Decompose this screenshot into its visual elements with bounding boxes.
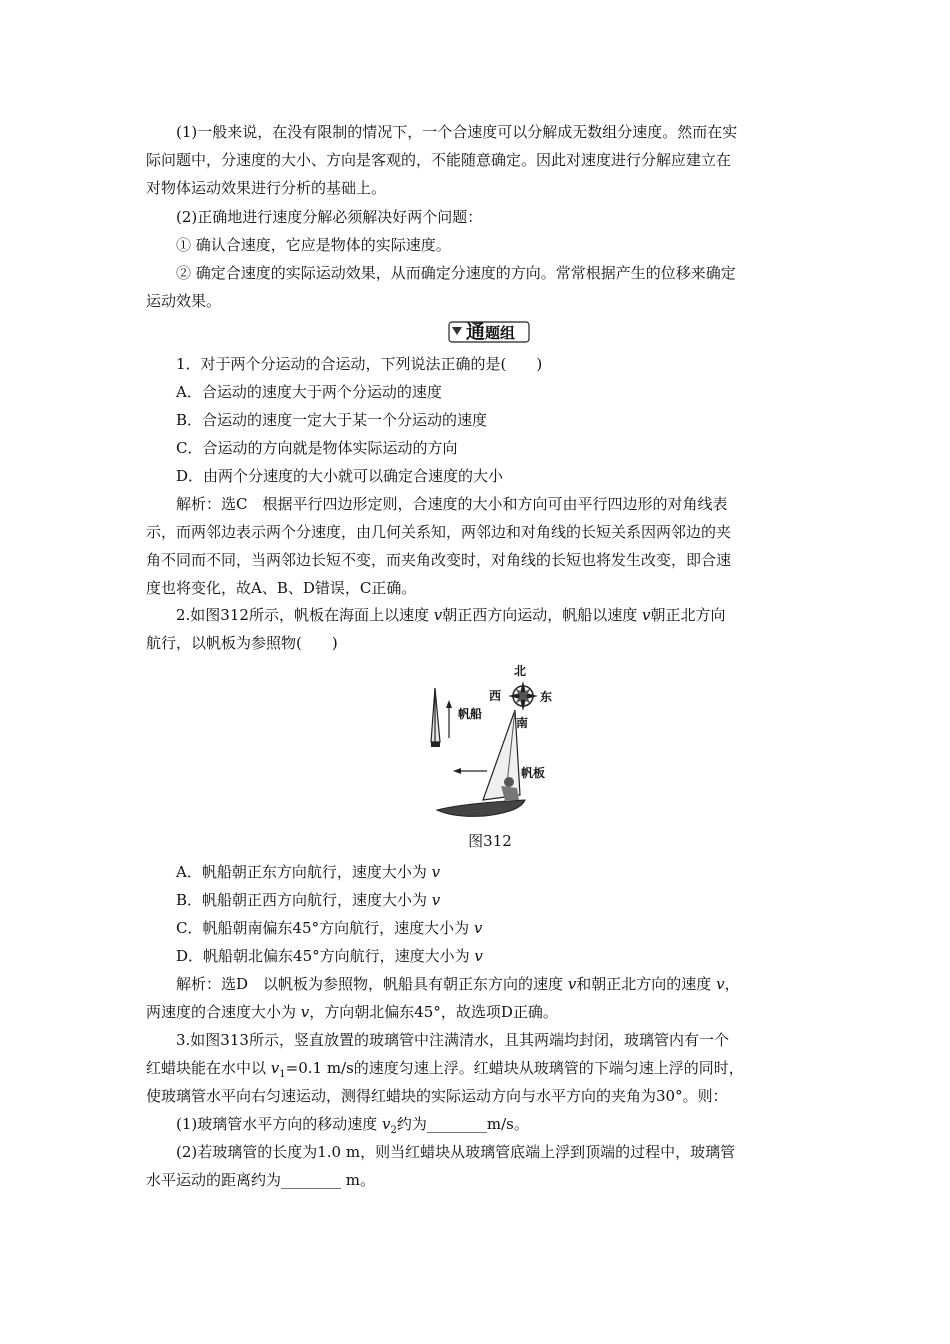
q1-option-a: A．合运动的速度大于两个分运动的速度 xyxy=(176,383,442,401)
q2-answer-text-b: 和朝正北方向的速度 xyxy=(576,975,717,993)
q2-option-a xyxy=(176,858,440,886)
q3-sub1-text-a: (1)玻璃管水平方向的移动速度 xyxy=(176,1115,383,1133)
compass-icon xyxy=(508,681,538,711)
q2-answer-v2: v xyxy=(716,975,725,993)
q1-option-c: C．合运动的方向就是物体实际运动的方向 xyxy=(176,439,458,457)
figure-caption: 图312 xyxy=(468,832,512,850)
q2-option-c xyxy=(176,914,482,942)
q2-option-b-text: B．帆船朝正西方向航行，速度大小为 xyxy=(176,891,432,909)
q3-line2-text-a: 红蜡块能在水中以 xyxy=(146,1059,271,1077)
label-west: 西 xyxy=(489,689,502,703)
q2-answer-line2 xyxy=(146,998,806,1026)
badge-big-char: 通 xyxy=(466,321,486,343)
q2-option-c-v: v xyxy=(473,919,483,937)
q2-stem-text-c: 朝正北方向 xyxy=(650,606,726,624)
intro-para1-line2: 际问题中，分速度的大小、方向是客观的，不能随意确定。因此对速度进行分解应建立在 xyxy=(146,151,732,169)
q1-answer-line3: 角不同而不同，当两邻边长短不变，而夹角改变时，对角线的长短也将发生改变，即合速 xyxy=(146,551,732,569)
intro-para2: (2)正确地进行速度分解必须解决好两个问题： xyxy=(176,208,483,226)
q2-stem-line2: 航行，以帆板为参照物( ) xyxy=(146,634,338,652)
q3-line1: 3.如图313所示，竖直放置的玻璃管中注满清水，且其两端均封闭，玻璃管内有一个 xyxy=(176,1031,729,1049)
q2-stem-text-a: 2.如图312所示，帆板在海面上以速度 xyxy=(176,606,434,624)
q2-stem-line1 xyxy=(176,601,725,629)
q2-answer-v3: v xyxy=(300,1003,310,1021)
q3-sub2-line2: 水平运动的距离约为________ m。 xyxy=(146,1171,375,1189)
q3-v2: v xyxy=(382,1115,391,1133)
label-south: 南 xyxy=(516,716,529,730)
q2-answer-text-c: 两速度的合速度大小为 xyxy=(146,1003,301,1021)
q1-answer-line2: 示，而两邻边表示两个分速度，由几何关系知，两邻边和对角线的长短关系因两邻边的夹 xyxy=(146,523,732,541)
badge-rest: 题组 xyxy=(485,324,516,342)
q2-v1: v xyxy=(433,606,443,624)
q2-answer-line1: 解析：选D 以帆板为参照物，帆船具有朝正东方向的速度 v和朝正北方向的速度 v， xyxy=(176,975,740,993)
q1-option-b: B．合运动的速度一定大于某一个分运动的速度 xyxy=(176,411,488,429)
q3-sub2: 2 xyxy=(390,1125,397,1136)
windsurf-board-icon xyxy=(437,710,525,816)
q3-sub1-text-b: 约为________m/s。 xyxy=(396,1115,529,1133)
intro-item2-line1: ② 确定合速度的实际运动效果，从而确定分速度的方向。常常根据产生的位移来确定 xyxy=(176,264,736,282)
q2-option-d xyxy=(176,942,483,970)
q2-option-d-v: v xyxy=(474,947,483,965)
label-boat: 帆船 xyxy=(458,707,483,721)
q2-v2: v xyxy=(641,606,651,624)
q1-stem: 1．对于两个分运动的合运动，下列说法正确的是( ) xyxy=(176,355,543,373)
q3-line3: 使玻璃管水平向右匀速运动，测得红蜡块的实际运动方向与水平方向的夹角为30°。则： xyxy=(146,1087,728,1105)
q3-sub2-line1: (2)若玻璃管的长度为1.0 m，则当红蜡块从玻璃管底端上浮到顶端的过程中，玻璃管 xyxy=(176,1143,736,1161)
q2-answer-text-d: ，方向朝北偏东45°，故选项D正确。 xyxy=(309,1003,558,1021)
q3-v1: v xyxy=(270,1059,280,1077)
q2-answer-text-a: 解析：选D 以帆板为参照物，帆船具有朝正东方向的速度 xyxy=(176,975,568,993)
q2-option-a-v: v xyxy=(431,863,441,881)
q1-option-d: D．由两个分速度的大小就可以确定合速度的大小 xyxy=(176,467,504,485)
q2-option-a-text: A．帆船朝正东方向航行，速度大小为 xyxy=(176,863,432,881)
intro-item1: ① 确认合速度，它应是物体的实际速度。 xyxy=(176,236,451,254)
intro-para1-line1: (1)一般来说，在没有限制的情况下，一个合速度可以分解成无数组分速度。然而在实 xyxy=(176,123,738,141)
q2-stem-text-b: 朝正西方向运动，帆船以速度 xyxy=(442,606,642,624)
label-east: 东 xyxy=(540,690,553,704)
q2-answer-v1: v xyxy=(567,975,577,993)
q2-option-b-v: v xyxy=(431,891,441,909)
q3-sub1: 1 xyxy=(279,1069,286,1080)
q3-line2-text-b: =0.1 m/s的速度匀速上浮。红蜡块从玻璃管的下端匀速上浮的同时， xyxy=(285,1059,744,1077)
intro-item2-line2: 运动效果。 xyxy=(146,292,222,310)
q2-option-d-text: D．帆船朝北偏东45°方向航行，速度大小为 xyxy=(176,947,475,965)
sailboat-icon xyxy=(431,688,440,747)
q1-answer-line4: 度也将变化，故A、B、D错误，C正确。 xyxy=(146,579,417,597)
label-north: 北 xyxy=(514,664,527,678)
q1-answer-line1: 解析：选C 根据平行四边形定则，合速度的大小和方向可由平行四边形的对角线表 xyxy=(176,495,728,513)
q2-option-b xyxy=(176,886,440,914)
arrow-left-icon xyxy=(453,768,487,774)
badge-label xyxy=(466,320,515,345)
intro-para1-line3: 对物体运动效果进行分析的基础上。 xyxy=(146,179,387,197)
figure-312 xyxy=(425,660,565,825)
label-board: 帆板 xyxy=(521,766,546,780)
arrow-up-icon xyxy=(446,700,452,738)
q2-option-c-text: C．帆船朝南偏东45°方向航行，速度大小为 xyxy=(176,919,474,937)
